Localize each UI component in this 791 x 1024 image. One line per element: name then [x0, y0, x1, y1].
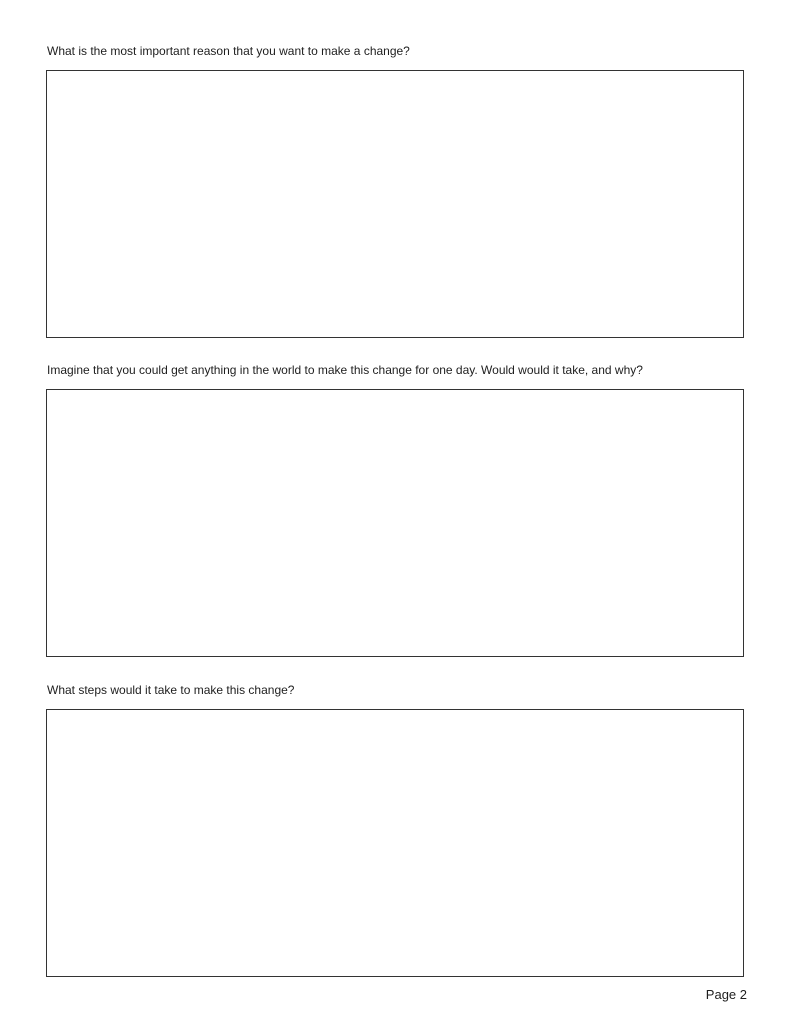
- question-1-answer-box[interactable]: [46, 70, 744, 338]
- question-1-label: What is the most important reason that you want to make a change?: [47, 44, 410, 58]
- question-2-label: Imagine that you could get anything in the world to make this change for one day. Would would it take, and why?: [47, 363, 643, 377]
- question-2-answer-box[interactable]: [46, 389, 744, 657]
- page-number: Page 2: [705, 987, 747, 1002]
- question-3-answer-box[interactable]: [46, 709, 744, 977]
- question-3-label: What steps would it take to make this change?: [47, 683, 295, 697]
